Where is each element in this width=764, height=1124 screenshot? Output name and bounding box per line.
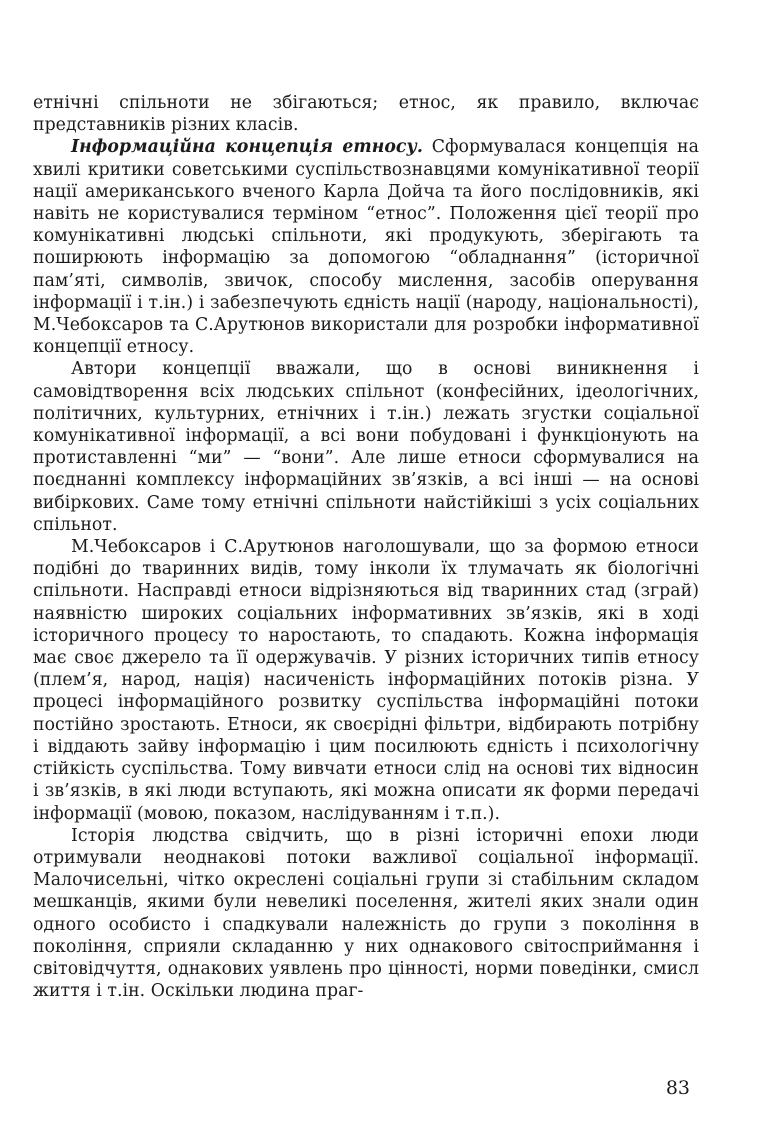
page-body xyxy=(33,92,699,1002)
paragraph-1-text: етнічні спільноти не збігаються; етнос, як правило, включає представників різних класів. xyxy=(33,93,699,136)
paragraph-5 xyxy=(33,825,699,1003)
paragraph-5-text: Історія людства свідчить, що в різні історичні епохи люди отримували неоднакові потоки важливої соціальної інформації. Малочисельні, чітко окреслені соціальні групи зі стабільним складом мешканців, якими були невеликі поселення, жителі яких знали один одного особисто і спадкували належність до групи з покоління в покоління, сприяли складанню у них однакового світосприймання і світовідчуття, однакових уявлень про цінності, норми поведінки, смисл життя і т.ін. Оскільки людина праг- xyxy=(33,825,699,1002)
paragraph-4 xyxy=(33,536,699,825)
paragraph-4-text: М.Чебоксаров і С.Арутюнов наголошували, що за формою етноси подібні до тваринних видів, тому інколи їх тлумачать як біологічні спільноти. Насправді етноси відрізняються від тваринних стад (зграй) наявністю широких соціальних інформативних зв’язків, які в ході історичного процесу то наростають, то спадають. Кожна інформація має своє джерело та її одержувачів. У різних історичних типів етносу (плем’я, народ, нація) насиченість інформаційних потоків різна. У процесі інформаційного розвитку суспільства інформаційні потоки постійно зростають. Етноси, як своєрідні фільтри, відбирають потрібну і віддають зайву інформацію і цим посилюють єдність і психологічну стійкість суспільства. Тому вивчати етноси слід на основі тих відносин і зв’язків, в які люди вступають, які можна описати як форми передачі інформації (мовою, показом, наслідуванням і т.п.). xyxy=(33,537,699,824)
page-number: 83 xyxy=(665,1077,690,1099)
paragraph-2 xyxy=(33,136,699,358)
paragraph-2-text: Сформувалася концепція на хвилі критики советськими суспільствознавцями комунікативної теорії нації американського вченого Карла Дойча та його послідовників, які навіть не користувалися терміном “етнос”. Положення цієї теорії про комунікативні людські спільноти, які продукують, зберігають та поширюють інформацію за допомогою “обладнання” (історичної пам’яті, символів, звичок, способу мислення, засобів оперування інформації і т.ін.) і забезпечують єдність нації (народу, національності), М.Чебоксаров та С.Арутюнов використали для розробки інформативної концепції етносу. xyxy=(33,137,699,358)
paragraph-3-text: Автори концепції вважали, що в основі виникнення і самовідтворення всіх людських спільнот (конфесійних, ідеологічних, політичних, культурних, етнічних і т.ін.) лежать згустки соціальної комунікативної інформації, а всі вони побудовані і функціонують на протиставленні “ми” — “вони”. Але лише етноси сформувалися на поєднанні комплексу інформаційних зв’язків, а всі інші — на основі вибіркових. Саме тому етнічні спільноти найстійкіші з усіх соціальних спільнот. xyxy=(33,359,699,535)
paragraph-3 xyxy=(33,358,699,536)
paragraph-1 xyxy=(33,92,699,136)
section-term: Інформаційна концепція етносу. xyxy=(71,137,423,158)
